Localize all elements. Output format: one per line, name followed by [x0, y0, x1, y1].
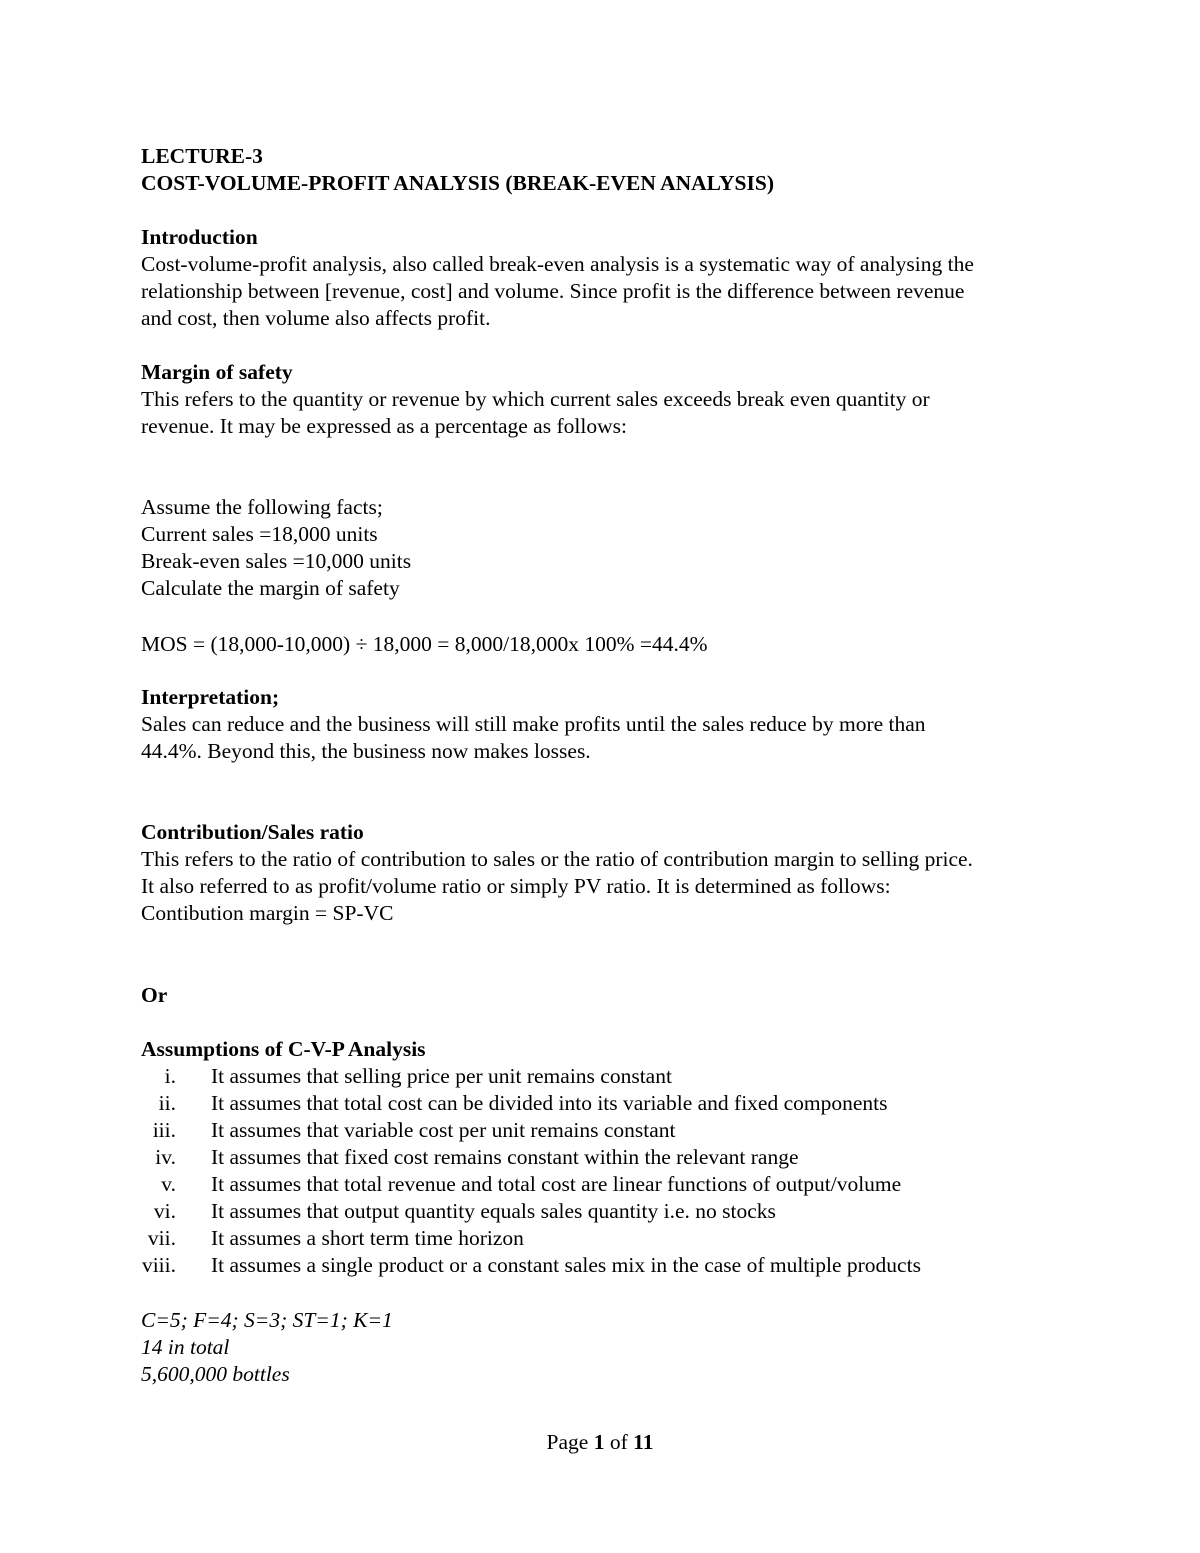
example-line: Current sales =18,000 units: [141, 522, 378, 546]
list-item-text: It assumes that total cost can be divided into its variable and fixed components: [211, 1091, 888, 1115]
contribution-margin-formula: Contibution margin = SP-VC: [141, 901, 394, 925]
contribution-sales-heading: Contribution/Sales ratio: [141, 820, 364, 844]
list-item-text: It assumes that fixed cost remains constant within the relevant range: [211, 1145, 799, 1169]
list-item-text: It assumes a single product or a constant sales mix in the case of multiple products: [211, 1253, 921, 1277]
note-line: C=5; F=4; S=3; ST=1; K=1: [141, 1308, 393, 1332]
list-item-text: It assumes that selling price per unit remains constant: [211, 1064, 672, 1088]
page-label: Page: [546, 1430, 589, 1454]
contribution-line: This refers to the ratio of contribution to sales or the ratio of contribution margin to selling price.: [141, 847, 973, 871]
interpretation-heading: Interpretation;: [141, 685, 280, 709]
list-number: iii.: [152, 1118, 176, 1142]
example-line: Assume the following facts;: [141, 495, 383, 519]
lecture-label: LECTURE-3: [141, 144, 263, 168]
example-line: Break-even sales =10,000 units: [141, 549, 412, 573]
interpretation-line: 44.4%. Beyond this, the business now makes losses.: [141, 739, 591, 763]
page-footer: [0, 1430, 1200, 1455]
total-pages: 11: [633, 1430, 654, 1454]
margin-of-safety-line: revenue. It may be expressed as a percentage as follows:: [141, 414, 627, 438]
margin-of-safety-line: This refers to the quantity or revenue by which current sales exceeds break even quantity or: [141, 387, 930, 411]
example-line: Calculate the margin of safety: [141, 576, 400, 600]
page-number: 1: [593, 1430, 605, 1454]
introduction-heading: Introduction: [141, 225, 258, 249]
mos-formula: MOS = (18,000-10,000) ÷ 18,000 = 8,000/18,000x 100% =44.4%: [141, 632, 708, 656]
introduction-line: Cost-volume-profit analysis, also called break-even analysis is a systematic way of analysing the: [141, 252, 974, 276]
contribution-line: It also referred to as profit/volume ratio or simply PV ratio. It is determined as follows:: [141, 874, 891, 898]
list-number: vi.: [153, 1199, 176, 1223]
of-label: of: [609, 1430, 628, 1454]
interpretation-line: Sales can reduce and the business will still make profits until the sales reduce by more than: [141, 712, 926, 736]
or-label: Or: [141, 983, 168, 1007]
list-number: viii.: [141, 1253, 176, 1277]
assumptions-heading: Assumptions of C-V-P Analysis: [141, 1037, 426, 1061]
list-item-text: It assumes a short term time horizon: [211, 1226, 524, 1250]
list-number: i.: [164, 1064, 176, 1088]
list-number: iv.: [155, 1145, 176, 1169]
margin-of-safety-heading: Margin of safety: [141, 360, 293, 384]
list-number: v.: [161, 1172, 176, 1196]
list-item-text: It assumes that variable cost per unit remains constant: [211, 1118, 676, 1142]
note-line: 5,600,000 bottles: [141, 1362, 290, 1386]
document-title: COST-VOLUME-PROFIT ANALYSIS (BREAK-EVEN ANALYSIS): [141, 171, 774, 195]
introduction-line: and cost, then volume also affects profit.: [141, 306, 491, 330]
note-line: 14 in total: [141, 1335, 230, 1359]
introduction-line: relationship between [revenue, cost] and volume. Since profit is the difference between revenue: [141, 279, 965, 303]
list-item-text: It assumes that total revenue and total cost are linear functions of output/volume: [211, 1172, 902, 1196]
list-item-text: It assumes that output quantity equals sales quantity i.e. no stocks: [211, 1199, 776, 1223]
list-number: ii.: [158, 1091, 176, 1115]
list-number: vii.: [147, 1226, 176, 1250]
